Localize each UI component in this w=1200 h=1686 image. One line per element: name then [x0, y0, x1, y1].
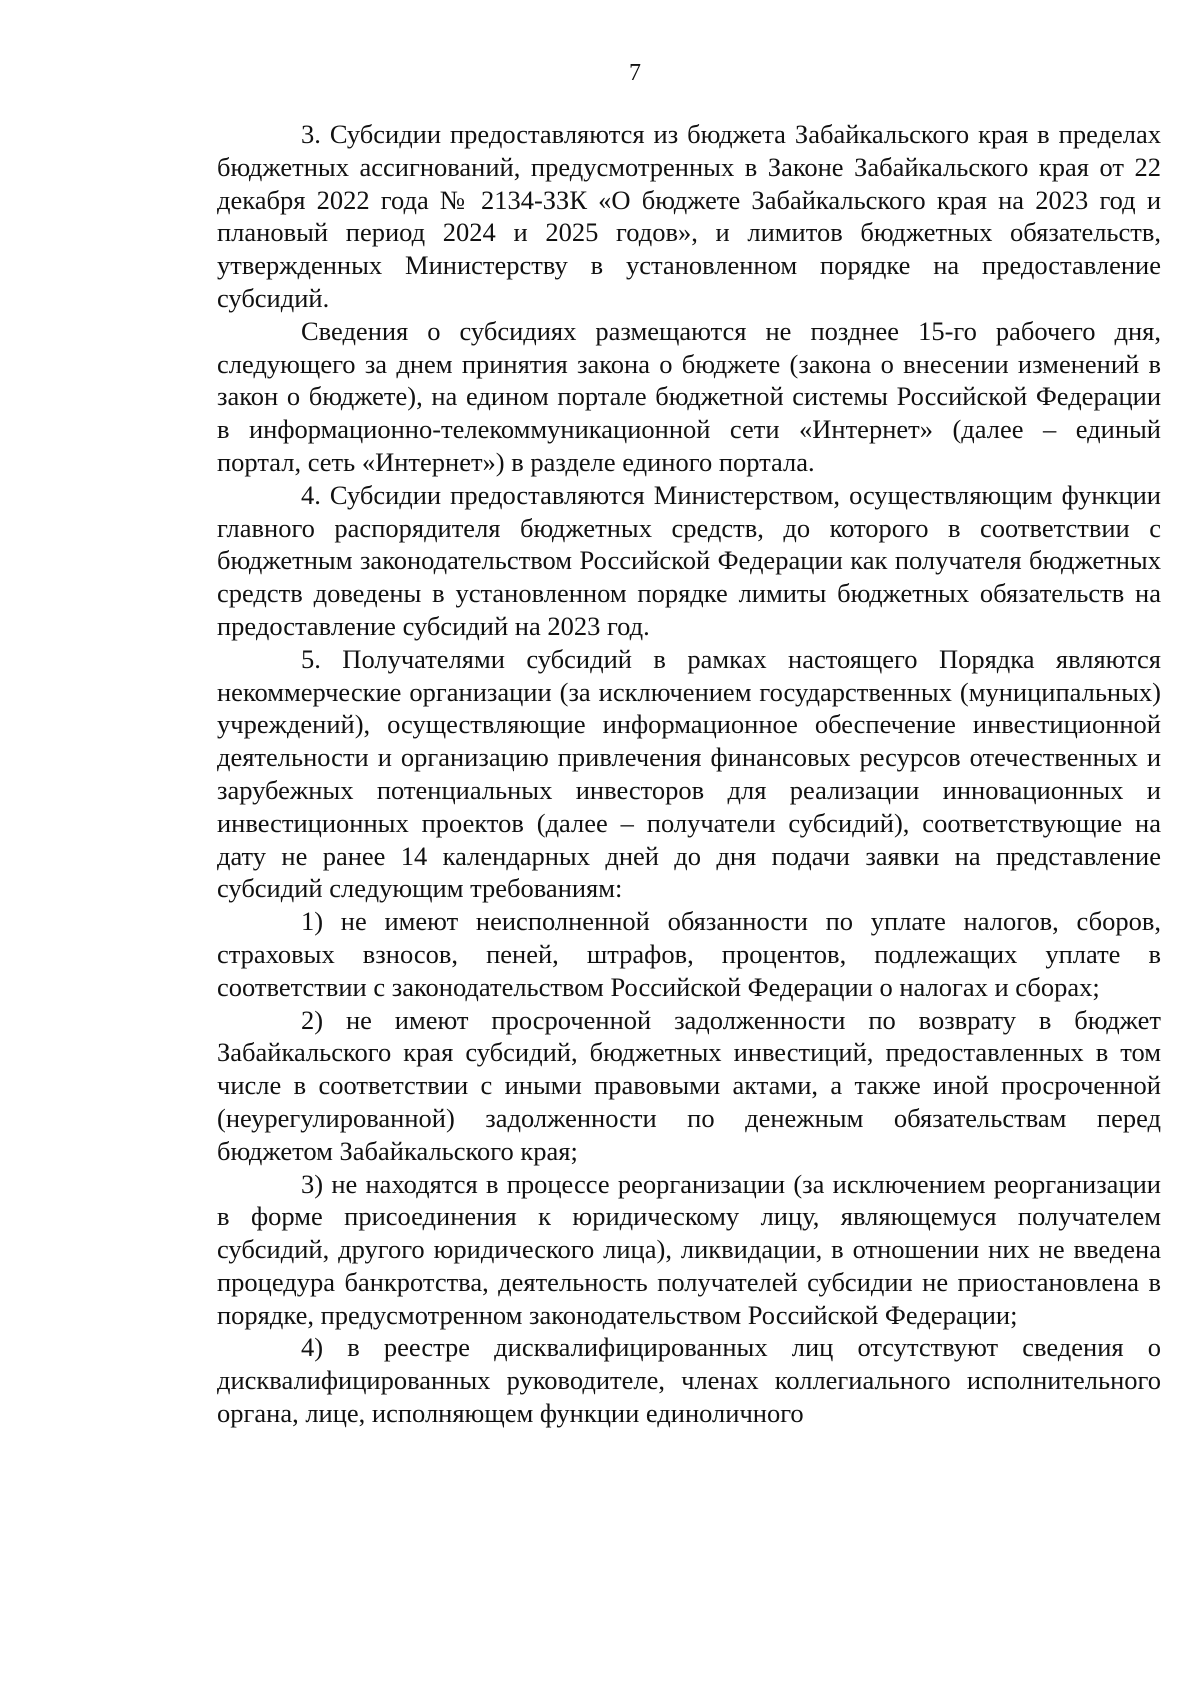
page-number: 7: [629, 60, 641, 86]
paragraph-5-subsidy-recipients: 5. Получателями субсидий в рамках настоящего Порядка являются некоммерческие организации (за исключением государственных (муниципальных) учреждений), осуществляющие информационное обеспечение инвестиционной деятельности и организацию привлечения финансовых ресурсов отечественных и зарубежных потенциальных инвесторов для реализации инновационных и инвестиционных проектов (далее – получатели субсидий), соответствующие на дату не ранее 14 календарных дней до дня подачи заявки на представление субсидий следующим требованиям:: [217, 643, 1161, 904]
document-body: [217, 118, 1161, 1430]
requirement-3-no-reorganization: 3) не находятся в процессе реорганизации (за исключением реорганизации в форме присоединения к юридическому лицу, являющемуся получателем субсидий, другого юридического лица), ликвидации, в отношении них не введена процедура банкротства, деятельность получателей субсидии не приостановлена в порядке, предусмотренном законодательством Российской Федерации;: [217, 1168, 1161, 1330]
paragraph-subsidy-info-publication: Сведения о субсидиях размещаются не позднее 15-го рабочего дня, следующего за днем принятия закона о бюджете (закона о внесении изменений в закон о бюджете), на едином портале бюджетной системы Российской Федерации в информационно-телекоммуникационной сети «Интернет» (далее – единый портал, сеть «Интернет») в разделе единого портала.: [217, 315, 1161, 477]
requirement-2-no-overdue-debt: 2) не имеют просроченной задолженности по возврату в бюджет Забайкальского края субсидий, бюджетных инвестиций, предоставленных в том числе в соответствии с иными правовыми актами, а также иной просроченной (неурегулированной) задолженности по денежным обязательствам перед бюджетом Забайкальского края;: [217, 1004, 1161, 1166]
requirement-4-disqualified-persons: 4) в реестре дисквалифицированных лиц отсутствуют сведения о дисквалифицированных руководителе, членах коллегиального исполнительного органа, лице, исполняющем функции единоличного: [217, 1332, 1161, 1429]
paragraph-3-subsidies-source: 3. Субсидии предоставляются из бюджета Забайкальского края в пределах бюджетных ассигнований, предусмотренных в Законе Забайкальского края от 22 декабря 2022 года № 2134-ЗЗК «О бюджете Забайкальского края на 2023 год и плановый период 2024 и 2025 годов», и лимитов бюджетных обязательств, утвержденных Министерству в установленном порядке на предоставление субсидий.: [217, 119, 1161, 313]
requirement-1-no-tax-debt: 1) не имеют неисполненной обязанности по уплате налогов, сборов, страховых взносов, пеней, штрафов, процентов, подлежащих уплате в соответствии с законодательством Российской Федерации о налогах и сборах;: [217, 906, 1161, 1002]
paragraph-4-subsidies-provider: 4. Субсидии предоставляются Министерством, осуществляющим функции главного распорядителя бюджетных средств, до которого в соответствии с бюджетным законодательством Российской Федерации как получателя бюджетных средств доведены в установленном порядке лимиты бюджетных обязательств на предоставление субсидий на 2023 год.: [217, 479, 1161, 641]
